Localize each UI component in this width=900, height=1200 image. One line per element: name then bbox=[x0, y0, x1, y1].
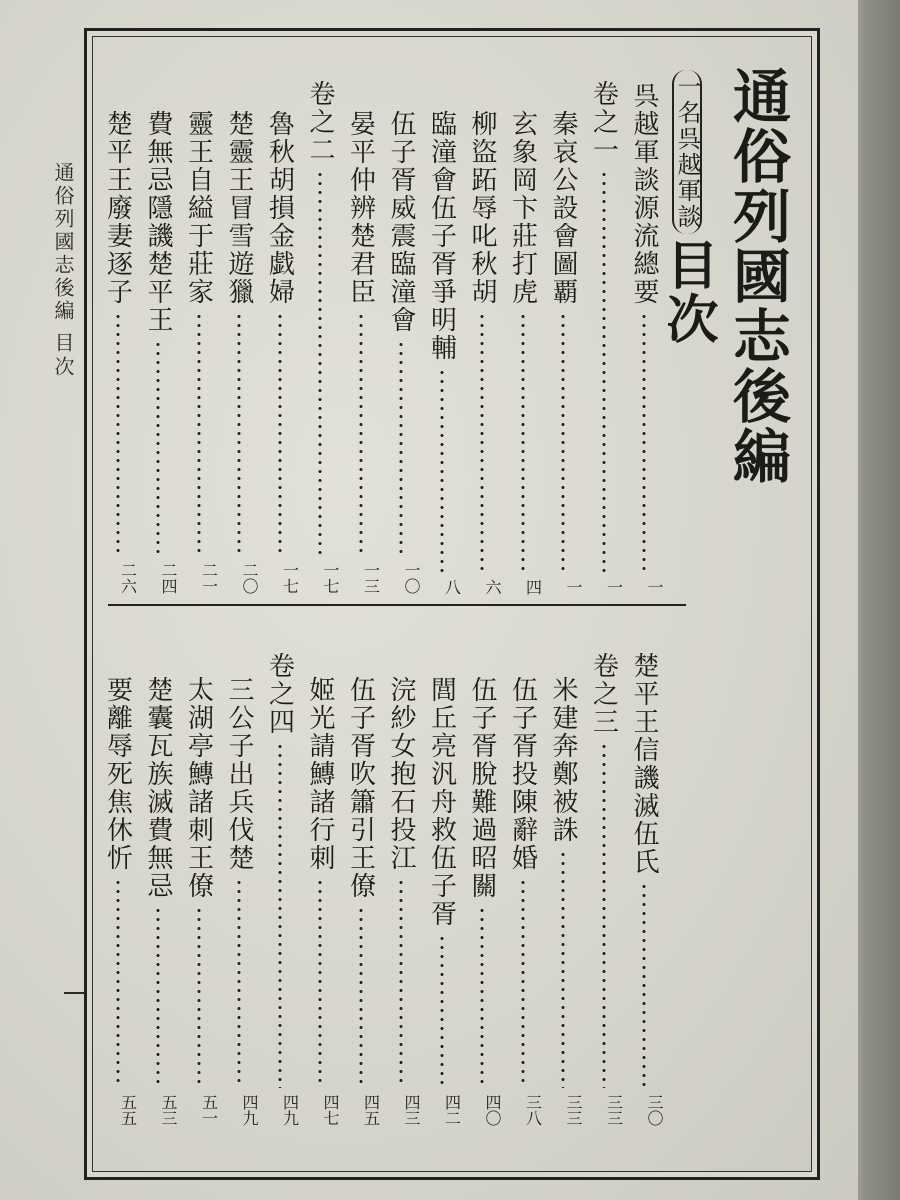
toc-entry-title: 太湖亭鱄諸刺王僚 bbox=[183, 676, 214, 900]
toc-entry[interactable] bbox=[140, 110, 176, 596]
dot-leader bbox=[642, 312, 646, 573]
toc-entry[interactable] bbox=[383, 110, 419, 596]
toc-entry-title: 晏平仲辨楚君臣 bbox=[345, 110, 376, 306]
toc-entry[interactable] bbox=[181, 110, 217, 596]
toc-page-number: 五三 bbox=[159, 1094, 178, 1126]
toc-page-number: 三〇 bbox=[645, 1094, 664, 1126]
dot-leader bbox=[318, 170, 322, 556]
toc-page-number: 四三 bbox=[402, 1094, 421, 1126]
toc-entry[interactable] bbox=[464, 110, 500, 596]
dot-leader bbox=[359, 312, 363, 556]
toc-page-number: 五五 bbox=[118, 1094, 138, 1126]
toc-entry-title: 楚囊瓦族滅費無忌 bbox=[143, 676, 173, 900]
toc-page-number: 二一 bbox=[199, 562, 219, 594]
toc-entry-title: 米建奔鄭被誅 bbox=[548, 676, 578, 844]
toc-page-number: 五一 bbox=[199, 1094, 219, 1126]
toc-entry[interactable] bbox=[626, 652, 662, 1128]
dot-leader bbox=[156, 340, 160, 556]
toc-page-number: 三三 bbox=[564, 1094, 583, 1126]
toc-entry-title: 伍子胥投陳辭婚 bbox=[507, 676, 538, 872]
toc-page-number: 四九 bbox=[280, 1094, 300, 1126]
margin-section-label: 目次 bbox=[51, 332, 75, 380]
toc-page-number: 二〇 bbox=[240, 562, 259, 594]
toc-entry[interactable] bbox=[586, 80, 622, 596]
toc-entry-title: 靈王自縊于莊家 bbox=[183, 110, 214, 306]
toc-entry-title: 秦哀公設會圖覇 bbox=[548, 110, 578, 306]
toc-entry[interactable] bbox=[343, 110, 379, 596]
toc-entry[interactable] bbox=[221, 110, 257, 596]
toc-page-number: 六 bbox=[483, 579, 502, 595]
toc-entry[interactable] bbox=[262, 652, 298, 1128]
title-contents-label: 目次 bbox=[657, 238, 718, 346]
toc-page-number: 四〇 bbox=[483, 1094, 502, 1126]
dot-leader bbox=[561, 312, 565, 573]
toc-entry[interactable] bbox=[100, 676, 136, 1128]
toc-entry[interactable] bbox=[302, 676, 338, 1128]
title-main: 通俗列國志後編 bbox=[723, 66, 791, 486]
dot-leader bbox=[521, 312, 525, 573]
dot-leader bbox=[440, 368, 444, 573]
toc-entry[interactable] bbox=[505, 676, 541, 1128]
toc-entry-title: 三公子出兵伐楚 bbox=[224, 676, 254, 872]
margin-title: 通俗列國志後編 bbox=[51, 162, 75, 323]
dot-leader bbox=[237, 312, 241, 556]
dot-leader bbox=[278, 312, 282, 556]
dot-leader bbox=[561, 850, 565, 1088]
toc-page-number: 一 bbox=[564, 579, 583, 595]
margin-folio bbox=[64, 992, 86, 994]
dot-leader bbox=[116, 878, 120, 1088]
toc-entry-title: 楚靈王冒雪遊獵 bbox=[224, 110, 254, 306]
toc-entry-title: 浣紗女抱石投江 bbox=[386, 676, 416, 872]
toc-entry[interactable] bbox=[545, 110, 581, 596]
toc-entry[interactable] bbox=[464, 676, 500, 1128]
toc-entry-title: 伍子胥威震臨潼會 bbox=[386, 110, 416, 334]
dot-leader bbox=[359, 906, 363, 1088]
toc-entry[interactable] bbox=[424, 110, 460, 596]
toc-entry-title: 姬光請鱄諸行刺 bbox=[305, 676, 335, 872]
toc-entry-title: 呉越軍談源流總要 bbox=[629, 82, 659, 306]
toc-entry[interactable] bbox=[626, 82, 662, 596]
toc-page-number: 八 bbox=[442, 579, 462, 595]
dot-leader bbox=[399, 340, 403, 556]
dot-leader bbox=[480, 312, 484, 573]
title-alternate: 一名呉越軍談 bbox=[672, 70, 702, 234]
toc-page-number: 一三 bbox=[361, 562, 381, 594]
toc-page-number: 四九 bbox=[240, 1094, 259, 1126]
dot-leader bbox=[197, 312, 201, 556]
toc-page-number: 二六 bbox=[118, 562, 138, 594]
section-divider bbox=[108, 604, 686, 606]
page-title bbox=[657, 66, 792, 586]
toc-entry[interactable] bbox=[181, 676, 217, 1128]
toc-page-number: 四七 bbox=[321, 1094, 340, 1126]
toc-entry-title: 魯秋胡損金戯婦 bbox=[264, 110, 295, 306]
dot-leader bbox=[480, 906, 484, 1088]
toc-page-number: 一 bbox=[645, 579, 664, 595]
toc-entry[interactable] bbox=[424, 676, 460, 1128]
dot-leader bbox=[116, 312, 120, 556]
dot-leader bbox=[156, 906, 160, 1088]
dot-leader bbox=[399, 878, 403, 1088]
toc-entry[interactable] bbox=[505, 110, 541, 596]
toc-entry-title: 臨潼會伍子胥爭明輔 bbox=[426, 110, 457, 362]
toc-page-number: 四二 bbox=[442, 1094, 462, 1126]
toc-entry[interactable] bbox=[262, 110, 298, 596]
dot-leader bbox=[521, 878, 525, 1088]
toc-page-number: 四五 bbox=[361, 1094, 381, 1126]
toc-page-number: 一 bbox=[604, 579, 624, 595]
dot-leader bbox=[318, 878, 322, 1088]
toc-entry-title: 柳盜跖辱叱秋胡 bbox=[467, 110, 497, 306]
toc-entry[interactable] bbox=[140, 676, 176, 1128]
dot-leader bbox=[237, 878, 241, 1088]
dot-leader bbox=[602, 170, 606, 573]
toc-entry[interactable] bbox=[383, 676, 419, 1128]
toc-page-number: 一七 bbox=[321, 562, 340, 594]
dot-leader bbox=[278, 742, 282, 1088]
toc-entry[interactable] bbox=[586, 652, 622, 1128]
toc-entry[interactable] bbox=[302, 80, 338, 596]
toc-entry-title: 楚平王信譏滅伍氏 bbox=[629, 652, 659, 876]
toc-entry-title: 卷之二 bbox=[305, 80, 335, 164]
toc-entry[interactable] bbox=[343, 676, 379, 1128]
toc-entry-title: 伍子胥脫難過昭關 bbox=[467, 676, 497, 900]
toc-page-number: 三三 bbox=[604, 1094, 624, 1126]
toc-entry-title: 玄象岡卞莊打虎 bbox=[507, 110, 538, 306]
toc-entry[interactable] bbox=[100, 110, 136, 596]
toc-entry-title: 卷之一 bbox=[588, 80, 619, 164]
toc-entry-title: 伍子胥吹簫引王僚 bbox=[345, 676, 376, 900]
toc-entry-title: 閭丘亮汎舟救伍子胥 bbox=[426, 676, 457, 928]
toc-page-number: 三八 bbox=[523, 1094, 543, 1126]
toc-entry-title: 卷之三 bbox=[588, 652, 619, 736]
toc-page-number: 一七 bbox=[280, 562, 300, 594]
toc-entry[interactable] bbox=[221, 676, 257, 1128]
toc-page-number: 二四 bbox=[159, 562, 178, 594]
toc-entry[interactable] bbox=[545, 676, 581, 1128]
toc-entry-title: 要離辱死焦休忻 bbox=[102, 676, 133, 872]
dot-leader bbox=[602, 742, 606, 1088]
toc-page-number: 一〇 bbox=[402, 562, 421, 594]
toc-page-number: 四 bbox=[523, 579, 543, 595]
toc-entry-title: 楚平王廢妻逐子 bbox=[102, 110, 133, 306]
dot-leader bbox=[642, 882, 646, 1088]
dot-leader bbox=[440, 934, 444, 1088]
dot-leader bbox=[197, 906, 201, 1088]
toc-entry-title: 費無忌隱譏楚平王 bbox=[143, 110, 173, 334]
toc-entry-title: 卷之四 bbox=[264, 652, 295, 736]
